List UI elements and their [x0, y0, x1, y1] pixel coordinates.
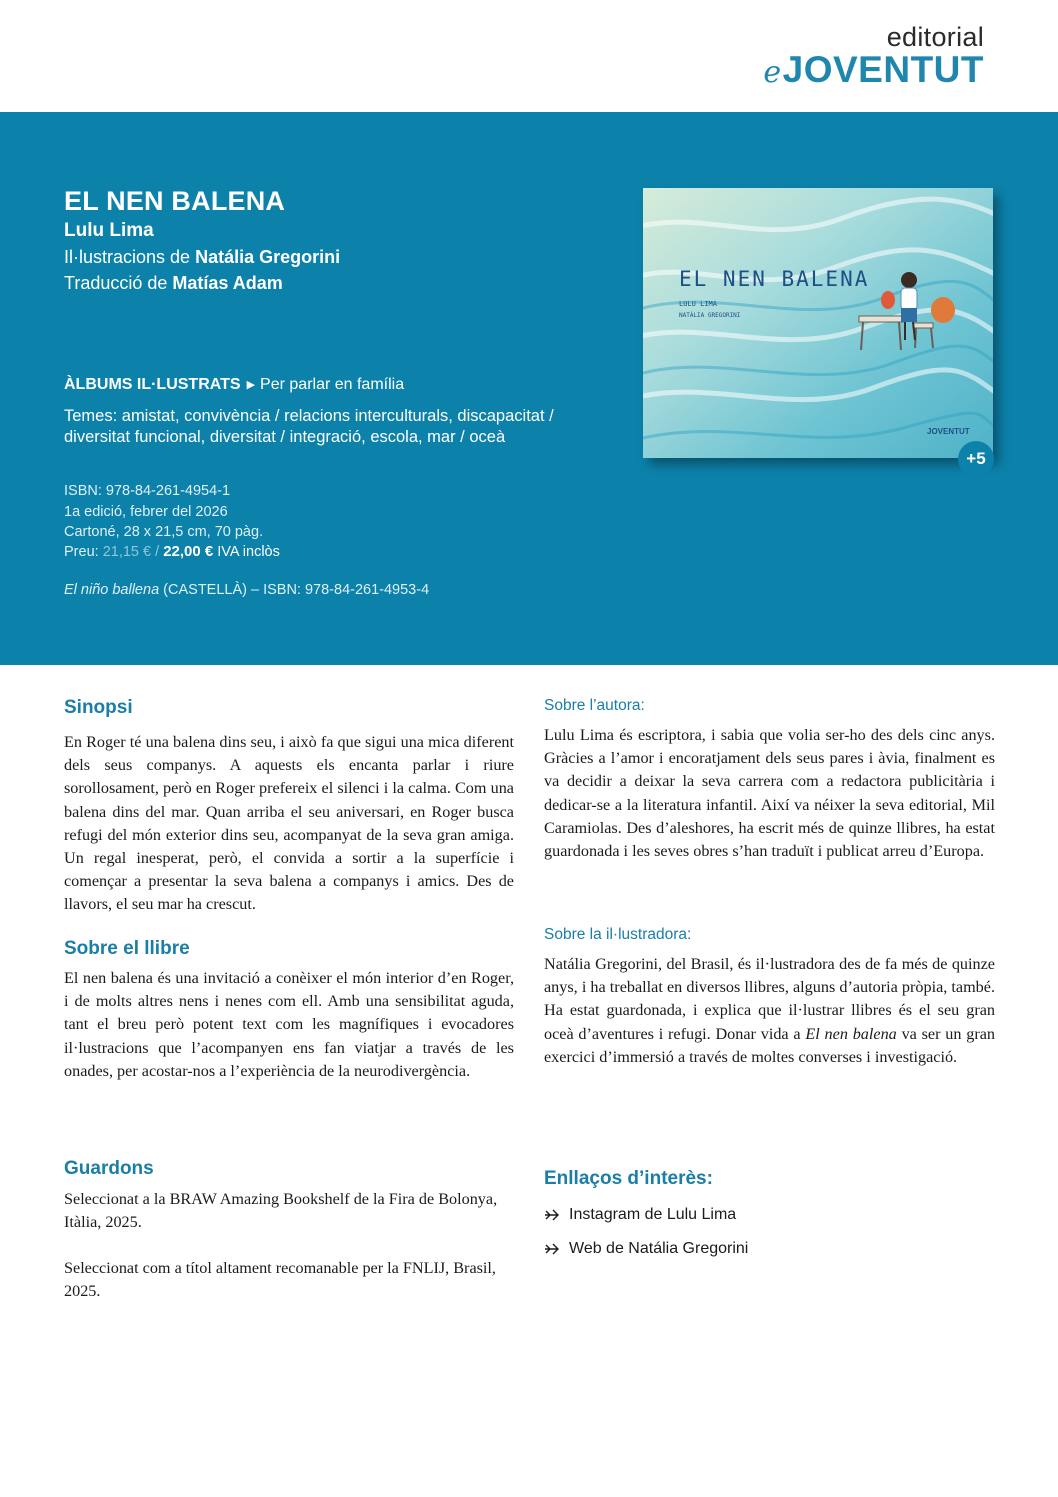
themes-line-2: diversitat funcional, diversitat / integració, escola, mar / oceà — [64, 428, 506, 446]
book-author: Lulu Lima — [64, 220, 154, 241]
synopsis-heading: Sinopsi — [64, 697, 133, 718]
about-author-heading: Sobre l’autora: — [544, 697, 645, 714]
award-1: Seleccionat a la BRAW Amazing Bookshelf de la Fira de Bolonya, Itàlia, 2025. — [64, 1190, 498, 1232]
translator-line — [64, 273, 283, 294]
arrow-right-icon — [544, 1209, 560, 1221]
spanish-isbn: (CASTELLÀ) – ISBN: 978-84-261-4953-4 — [163, 582, 430, 598]
logo-editorial-word: editorial — [886, 22, 984, 52]
publisher-logo — [763, 22, 984, 91]
collection-name: ÀLBUMS IL·LUSTRATS — [64, 376, 241, 393]
more-images-badge[interactable]: +5 — [958, 441, 994, 477]
illustrator-text-italic: El nen balena — [805, 1024, 897, 1043]
cover-illustration — [643, 188, 993, 458]
awards-heading: Guardons — [64, 1158, 154, 1179]
illustrator-line — [64, 247, 340, 268]
award-2: Seleccionat com a títol altament recomanable per la FNLIJ, Brasil, 2025. — [64, 1259, 496, 1301]
book-cover-image[interactable] — [643, 188, 993, 458]
translator-name: Matías Adam — [172, 273, 283, 293]
logo-main-text: JOVENTUT — [782, 49, 984, 90]
illustrator-text-a: Natália Gregorini, del Brasil, és il·lustradora des de fa més de quinze anys, i ha treballat en diversos llibres, alguns d’autoria pròpia, també. Ha estat guardonada, i explica que il·lustrar llibres és el seu gran oceà d’aventures i refugi. Donar vida a — [544, 955, 995, 1043]
book-info-band — [0, 112, 1058, 665]
logo-prefix: e — [763, 55, 782, 90]
link-instagram-lulu-lima[interactable] — [544, 1198, 748, 1232]
themes-line-1: Temes: amistat, convivència / relacions interculturals, discapacitat / — [64, 407, 554, 425]
about-illustrator-heading: Sobre la il·lustradora: — [544, 926, 692, 943]
link-label[interactable]: Web de Natália Gregorini — [569, 1240, 749, 1257]
cover-title-text: EL NEN BALENA — [679, 267, 870, 291]
synopsis-text: En Roger té una balena dins seu, i això fa que sigui una mica diferent dels seus companys. A aquests els encanta parlar i riure sorollosament, però en Roger prefereix el silenci i la calma. Com una balena dins del mar. Quan arriba el seu aniversari, en Roger busca refugi del món exterior dins seu, acompanyat de la seva gran amiga. Un regal inesperat, però, el convida a sortir a la superfície i començar a presentar la seva balena a companys i amics. Des de llavors, el seu mar ha crescut. — [64, 733, 514, 914]
translation-label: Traducció de — [64, 273, 168, 293]
cover-illustrator-text: NATÁLIA GREGORINI — [679, 312, 741, 319]
price-iva: IVA inclòs — [217, 544, 280, 560]
themes — [64, 406, 624, 448]
about-author-text: Lulu Lima és escriptora, i sabia que volia ser-ho des dels cinc anys. Gràcies a l’amor i encoratjament dels seus pares i àvia, finalment es va decidir a deixar la seva carrera com a redactora publicitària i dedicar-se a la literatura infantil. Així va néixer la seva editorial, Mil Caramiolas. Des d’aleshores, ha escrit més de quinze llibres, ha estat guardonada i les seves obres s’han traduït i publicat arreu d’Europa. — [544, 726, 995, 861]
spanish-edition — [64, 582, 429, 598]
spanish-title: El niño ballena — [64, 582, 160, 598]
price-new: 22,00 € — [163, 543, 214, 560]
book-metadata — [64, 481, 263, 543]
link-web-natalia-gregorini[interactable] — [544, 1232, 748, 1266]
about-book-heading: Sobre el llibre — [64, 938, 190, 959]
arrow-right-icon — [544, 1243, 560, 1255]
format: Cartoné, 28 x 21,5 cm, 70 pàg. — [64, 524, 264, 540]
isbn: ISBN: 978-84-261-4954-1 — [64, 483, 231, 499]
cover-publisher-text: JOVENTUT — [927, 427, 970, 436]
illustrator-name: Natália Gregorini — [195, 247, 341, 267]
links-heading: Enllaços d’interès: — [544, 1168, 713, 1189]
illustrator-text-b: va ser un gran exercici d’immersió a través de moltes converses i investigació. — [544, 1024, 996, 1066]
price-old: 21,15 € — [102, 544, 152, 560]
edition: 1a edició, febrer del 2026 — [64, 503, 228, 520]
triangle-right-icon: ▶ — [246, 379, 256, 391]
price-label: Preu: — [64, 544, 99, 560]
about-illustrator-text — [544, 953, 995, 1069]
logo-joventut-word — [763, 49, 984, 91]
about-book-text: El nen balena és una invitació a conèixer el món interior d’en Roger, i de molts altres nens i nenes com ell. Amb una sensibilitat aguda, tant el breu però potent text com les magnífiques i evocadores il·lustracions que l’acompanyen ens fan viatjar a través de les onades, per acostar-nos a l’experiència de la neurodivergència. — [64, 969, 514, 1080]
cover-author-text: LULU LIMA — [679, 300, 717, 308]
link-label[interactable]: Instagram de Lulu Lima — [569, 1206, 737, 1223]
price-separator: / — [155, 544, 160, 560]
collection-line — [64, 376, 404, 394]
price-line — [64, 543, 280, 560]
subcollection-name: Per parlar en família — [260, 376, 405, 393]
links-list — [544, 1198, 748, 1266]
illustrations-label: Il·lustracions de — [64, 247, 191, 267]
book-title: EL NEN BALENA — [64, 186, 286, 216]
